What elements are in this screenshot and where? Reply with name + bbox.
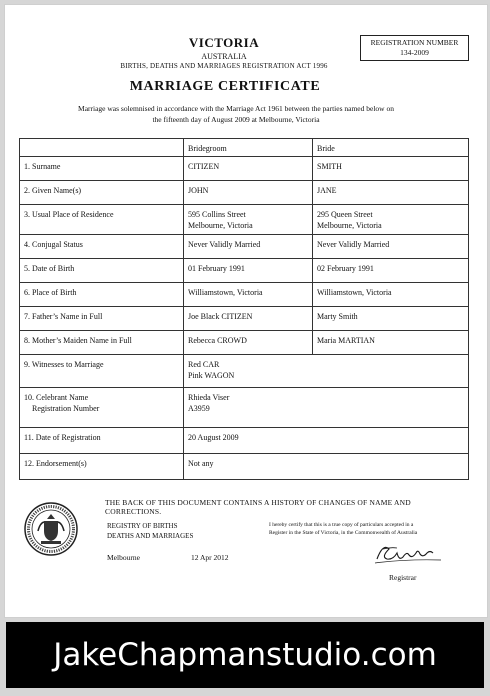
bride-value: Marty Smith — [313, 307, 469, 331]
table-row — [20, 307, 469, 331]
endorsement-row — [20, 454, 469, 480]
row-label: 11. Date of Registration — [20, 428, 184, 454]
act-name: BIRTHS, DEATHS AND MARRIAGES REGISTRATION ACT 1996 — [120, 62, 328, 70]
celebrant-number-label: Registration Number — [32, 404, 100, 413]
table-row — [20, 259, 469, 283]
column-header-groom: Bridegroom — [184, 139, 313, 157]
issue-date: 12 Apr 2012 — [191, 553, 229, 562]
bride-value: JANE — [313, 181, 469, 205]
column-header-bride: Bride — [313, 139, 469, 157]
celebrant-row — [20, 388, 469, 428]
watermark-banner: JakeChapmanstudio.com — [6, 622, 484, 688]
row-label: 1. Surname — [20, 157, 184, 181]
registrar-label: Registrar — [389, 573, 417, 582]
certification-line-1: I hereby certify that this is a true copy of particulars accepted in a — [269, 522, 414, 528]
groom-value: JOHN — [184, 181, 313, 205]
page-title: MARRIAGE CERTIFICATE — [129, 79, 321, 94]
back-of-document-note: THE BACK OF THIS DOCUMENT CONTAINS A HISTORY OF CHANGES OF NAME AND CORRECTIONS. — [105, 498, 411, 516]
issue-place: Melbourne — [107, 553, 140, 562]
certification-text — [269, 521, 469, 537]
bride-value: Never Validly Married — [313, 235, 469, 259]
table-row — [20, 157, 469, 181]
bride-residence-line-1: 295 Queen Street — [317, 210, 373, 219]
groom-value: Joe Black CITIZEN — [184, 307, 313, 331]
groom-value: CITIZEN — [184, 157, 313, 181]
registration-date-row — [20, 428, 469, 454]
row-label: 2. Given Name(s) — [20, 181, 184, 205]
intro-text — [55, 103, 417, 125]
row-label: 4. Conjugal Status — [20, 235, 184, 259]
celebrant-name: Rhieda Viser — [188, 393, 230, 402]
row-label: 6. Place of Birth — [20, 283, 184, 307]
particulars-table — [19, 138, 469, 480]
table-header-row — [20, 139, 469, 157]
row-label — [20, 388, 184, 428]
table-row — [20, 181, 469, 205]
intro-line-2: the fifteenth day of August 2009 at Melbourne, Victoria — [152, 115, 320, 124]
row-label: 5. Date of Birth — [20, 259, 184, 283]
registration-number-box — [360, 35, 469, 61]
registration-number-label: REGISTRATION NUMBER — [370, 38, 459, 47]
state-name: VICTORIA — [188, 35, 260, 50]
table-row — [20, 283, 469, 307]
groom-value — [184, 205, 313, 235]
intro-line-1: Marriage was solemnised in accordance with the Marriage Act 1961 between the parties named below on — [78, 104, 394, 113]
coat-of-arms-icon — [23, 501, 79, 557]
bride-value: Williamstown, Victoria — [313, 283, 469, 307]
row-label: 7. Father’s Name in Full — [20, 307, 184, 331]
groom-value: Never Validly Married — [184, 235, 313, 259]
country-name: AUSTRALIA — [201, 52, 247, 61]
bride-residence-line-2: Melbourne, Victoria — [317, 221, 382, 230]
bride-value: Maria MARTIAN — [313, 331, 469, 355]
groom-value: 01 February 1991 — [184, 259, 313, 283]
celebrant-value — [184, 388, 469, 428]
celebrant-number: A3959 — [188, 404, 210, 413]
endorsement-value: Not any — [184, 454, 469, 480]
registration-date-value: 20 August 2009 — [184, 428, 469, 454]
groom-value: Williamstown, Victoria — [184, 283, 313, 307]
groom-value: Rebecca CROWD — [184, 331, 313, 355]
witness-2: Pink WAGON — [188, 371, 235, 380]
groom-residence-line-2: Melbourne, Victoria — [188, 221, 253, 230]
row-label: 8. Mother’s Maiden Name in Full — [20, 331, 184, 355]
row-label: 9. Witnesses to Marriage — [20, 355, 184, 388]
header-empty-cell — [20, 139, 184, 157]
table-row — [20, 331, 469, 355]
bride-value — [313, 205, 469, 235]
signature-icon — [371, 537, 451, 567]
table-row — [20, 235, 469, 259]
row-label: 12. Endorsement(s) — [20, 454, 184, 480]
groom-residence-line-1: 595 Collins Street — [188, 210, 246, 219]
witness-1: Red CAR — [188, 360, 220, 369]
registry-name-line-1: REGISTRY OF BIRTHS — [107, 522, 178, 530]
certification-line-2: Register in the State of Victoria, in the Commonwealth of Australia — [269, 530, 418, 536]
certificate-page — [4, 4, 488, 618]
witnesses-row — [20, 355, 469, 388]
witnesses-value — [184, 355, 469, 388]
row-label: 3. Usual Place of Residence — [20, 205, 184, 235]
bride-value: 02 February 1991 — [313, 259, 469, 283]
celebrant-name-label: 10. Celebrant Name — [24, 393, 89, 402]
registry-name — [107, 521, 193, 541]
table-row — [20, 205, 469, 235]
registry-name-line-2: DEATHS AND MARRIAGES — [107, 532, 194, 540]
bride-value: SMITH — [313, 157, 469, 181]
registration-number: 134-2009 — [400, 48, 429, 57]
